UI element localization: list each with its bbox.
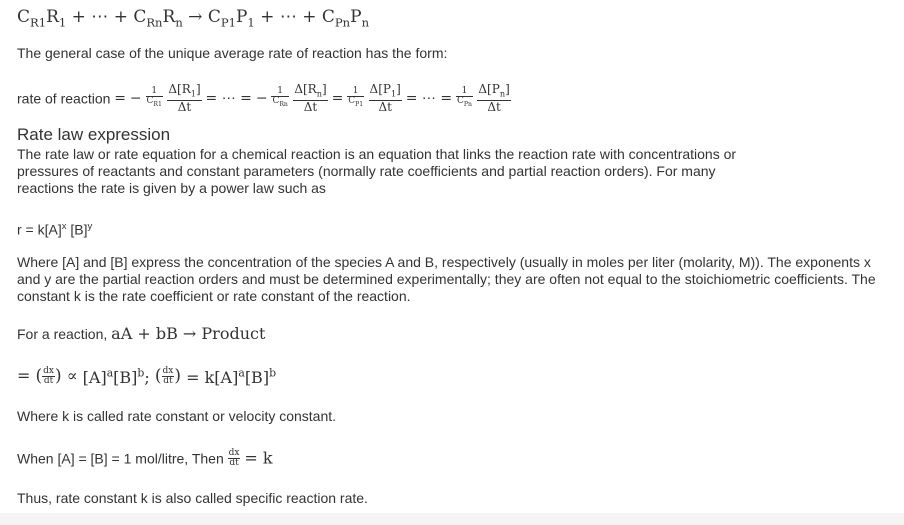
species-pn: P xyxy=(350,7,362,27)
term-p1 xyxy=(347,79,402,117)
frac-inv-cr1 xyxy=(146,87,163,109)
conc-a-1: [A] xyxy=(82,368,107,388)
frac-dp1-dt xyxy=(369,83,402,114)
frac-dt-den-2: dt xyxy=(163,375,173,386)
species-pn-sub: n xyxy=(361,15,369,30)
species-rn: R xyxy=(162,7,176,27)
frac-inv-cp1-den xyxy=(347,97,364,109)
dp1-close: ] xyxy=(396,81,401,96)
frac-dx-num-2: dx xyxy=(162,365,174,376)
frac-drn-num xyxy=(293,83,327,101)
dp1-text: Δ[P xyxy=(369,81,391,96)
propto-symbol: ∝ xyxy=(66,366,78,386)
frac-inv-crn-num: 1 xyxy=(271,87,288,97)
when-prefix: When [A] = [B] = 1 mol/litre, Then xyxy=(17,450,224,467)
rate-law-paragraph: The rate law or rate equation for a chemical reaction is an equation that links the reaction rate with concentrations or pressures of reactants and constant parameters (normally rate coefficients and partial reaction orders). For many reactions the rate is given by a power law such as xyxy=(17,146,737,196)
semicolon: ; xyxy=(144,368,150,388)
frac-drn-dt xyxy=(293,83,327,114)
frac-inv-crn xyxy=(271,87,288,109)
reaction-prefix: For a reaction, xyxy=(17,326,108,342)
coefficient-r1-sub: R1 xyxy=(30,15,47,30)
frac-dx-dt-2 xyxy=(162,367,175,386)
species-p1-sub: 1 xyxy=(247,15,255,30)
coefficient-rn-sub: Rn xyxy=(146,15,163,30)
conclusion-text: Thus, rate constant k is also called specific reaction rate. xyxy=(17,490,368,506)
dpn-text: Δ[P xyxy=(478,81,500,96)
conc-product-1 xyxy=(83,368,150,387)
rate-proportionality xyxy=(17,358,276,394)
close-paren-1: ) xyxy=(54,366,62,387)
cp1-sub: P1 xyxy=(355,101,364,109)
formula-x-exp: x xyxy=(61,221,67,232)
dr1-close: ] xyxy=(195,81,201,96)
frac-drn-den: Δt xyxy=(303,99,318,114)
prop-equals: = xyxy=(17,366,31,386)
term-r1 xyxy=(146,79,202,117)
formula-b-part: [B] xyxy=(66,221,88,238)
frac-inv-cpn-num: 1 xyxy=(456,87,473,97)
term-pn xyxy=(456,79,511,117)
explanation-paragraph: Where [A] and [B] express the concentration of the species A and B, respectively (usually in moles per liter (molarity, M)). The exponents x and y are the partial reaction orders and must be determined experimentally; they are often not equal to the stoichiometric coefficients. The constant k is the rate coefficient or rate constant of the reaction. xyxy=(17,254,876,304)
coefficient-p1-sub: P1 xyxy=(220,15,236,30)
formula-r-part: r = k[A] xyxy=(17,221,62,238)
reaction-line xyxy=(17,324,265,344)
coefficient-rn: C xyxy=(133,7,147,27)
drn-text: Δ[R xyxy=(294,81,317,96)
frac-dt-den-3: dt xyxy=(229,457,239,468)
coefficient-pn: C xyxy=(321,7,335,27)
frac-dp1-den: Δt xyxy=(378,99,392,114)
rate-law-heading: Rate law expression xyxy=(17,125,171,144)
conc-product-2 xyxy=(186,368,276,387)
frac-inv-cp1-num: 1 xyxy=(347,87,364,97)
where-k-text: Where k is called rate constant or velocity constant. xyxy=(17,408,337,424)
intro-text: The general case of the unique average rate of reaction has the form: xyxy=(17,45,448,61)
dpn-sub: n xyxy=(499,87,506,98)
frac-inv-cr1-num: 1 xyxy=(146,87,163,97)
close-paren-2: ) xyxy=(174,366,181,387)
plus-dots-products: + ⋯ + xyxy=(260,7,317,27)
open-paren-2: ( xyxy=(154,366,162,387)
frac-dpn-den: Δt xyxy=(487,99,501,114)
species-rn-sub: n xyxy=(175,15,183,30)
general-reaction-equation xyxy=(17,6,369,33)
cr1-sub: R1 xyxy=(153,101,162,109)
frac-inv-cpn xyxy=(456,87,473,109)
frac-dx-dt-1 xyxy=(42,367,55,386)
dp1-sub: 1 xyxy=(390,87,397,98)
coefficient-r1: C xyxy=(17,7,31,27)
frac-dx-num-1: dx xyxy=(43,365,54,376)
frac-dpn-dt xyxy=(477,83,510,114)
conc-b-2: [B] xyxy=(244,368,270,388)
open-paren-1: ( xyxy=(35,366,43,387)
crn-sub: Rn xyxy=(279,101,288,109)
formula-y-exp: y xyxy=(87,221,93,232)
rate-dots-2: = ⋯ = xyxy=(405,90,453,107)
exp-a-2: a xyxy=(238,367,245,380)
frac-dx-num-3: dx xyxy=(228,447,240,458)
bottom-band xyxy=(0,513,904,525)
rate-dots-1: = ⋯ = xyxy=(205,90,252,107)
exp-b-1: b xyxy=(137,367,145,380)
frac-dt-den-1: dt xyxy=(43,375,54,386)
exp-b-2: b xyxy=(269,367,277,380)
frac-dr1-num xyxy=(167,83,201,101)
frac-dx-dt-3 xyxy=(228,449,241,468)
coefficient-pn-sub: Pn xyxy=(334,15,351,30)
coefficient-p1: C xyxy=(207,7,221,27)
cpn-sub: Pn xyxy=(463,101,472,109)
cr1-c: C xyxy=(146,96,154,107)
crn-c: C xyxy=(272,96,280,107)
frac-dp1-num xyxy=(369,83,402,101)
frac-inv-cp1 xyxy=(347,87,364,109)
when-eq-k: = k xyxy=(244,448,273,468)
power-law-formula xyxy=(17,218,92,239)
cp1-c: C xyxy=(348,96,356,107)
frac-dr1-dt xyxy=(167,83,201,114)
species-r1: R xyxy=(46,7,59,27)
species-p1: P xyxy=(235,7,248,27)
term-rn xyxy=(271,79,327,117)
when-line xyxy=(17,442,273,473)
species-r1-sub: 1 xyxy=(58,15,67,30)
rate-equals: = xyxy=(114,90,127,107)
cpn-c: C xyxy=(457,96,464,107)
rate-equals-2: = xyxy=(331,90,344,107)
dpn-close: ] xyxy=(505,81,510,96)
eq-k-a: = k[A] xyxy=(186,368,239,388)
frac-inv-cr1-den xyxy=(146,97,163,109)
frac-dpn-num xyxy=(477,83,510,101)
frac-dr1-den: Δt xyxy=(177,99,192,114)
reaction-arrow: → xyxy=(188,7,203,27)
exp-a-1: a xyxy=(106,367,114,380)
reaction-expression: aA + bB → Product xyxy=(111,324,266,343)
frac-inv-cpn-den xyxy=(456,97,473,109)
rate-minus-2: − xyxy=(255,90,268,107)
rate-label: rate of reaction xyxy=(17,90,111,107)
drn-sub: n xyxy=(316,87,322,98)
rate-of-reaction-equation xyxy=(17,78,511,117)
plus-dots-reactants: + ⋯ + xyxy=(71,7,128,27)
drn-close: ] xyxy=(321,81,327,96)
conc-b-1: [B] xyxy=(113,368,138,388)
dr1-text: Δ[R xyxy=(168,81,191,96)
rate-minus-1: − xyxy=(129,90,142,107)
frac-inv-crn-den xyxy=(271,97,288,109)
dr1-sub: 1 xyxy=(190,87,196,98)
